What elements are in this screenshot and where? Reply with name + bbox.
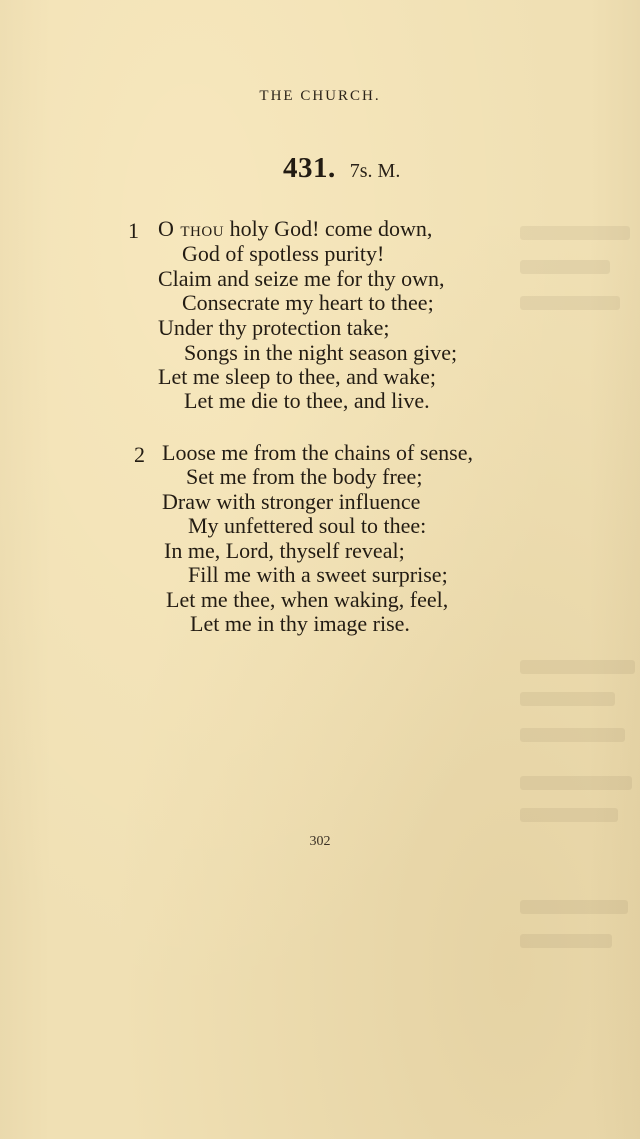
verse-line: [158, 216, 432, 242]
verse-line: Fill me with a sweet surprise;: [188, 562, 448, 587]
running-head: THE CHURCH.: [259, 88, 381, 104]
verse-line: Loose me from the chains of sense,: [162, 440, 473, 465]
verse-line: Let me sleep to thee, and wake;: [158, 364, 436, 389]
verse-line: Claim and seize me for thy own,: [158, 266, 445, 291]
stanza-number: 2: [134, 442, 145, 467]
hymn-meter: 7s. M.: [349, 160, 401, 182]
verse-line: Draw with stronger influence: [162, 489, 421, 514]
verse-line: God of spotless purity!: [182, 241, 385, 266]
verse-line: Set me from the body free;: [186, 464, 423, 489]
verse-line: My unfettered soul to thee:: [188, 513, 427, 538]
verse-line: Let me in thy image rise.: [190, 611, 410, 636]
verse-line: Consecrate my heart to thee;: [182, 290, 434, 315]
verse-line: Songs in the night season give;: [184, 340, 458, 365]
stanza-number: 1: [128, 218, 139, 243]
verse-line: Under thy protection take;: [158, 315, 390, 340]
page-number: 302: [309, 834, 331, 849]
first-words-smallcaps: O thou: [158, 216, 225, 241]
verse-line: Let me thee, when waking, feel,: [166, 587, 449, 612]
verse-line: In me, Lord, thyself reveal;: [164, 538, 405, 563]
hymn-heading: [283, 152, 400, 185]
show-through-text: [480, 0, 640, 1139]
verse-line: Let me die to thee, and live.: [184, 388, 430, 413]
first-line-rest: holy God! come down,: [224, 216, 433, 241]
hymn-number: 431.: [283, 152, 336, 184]
